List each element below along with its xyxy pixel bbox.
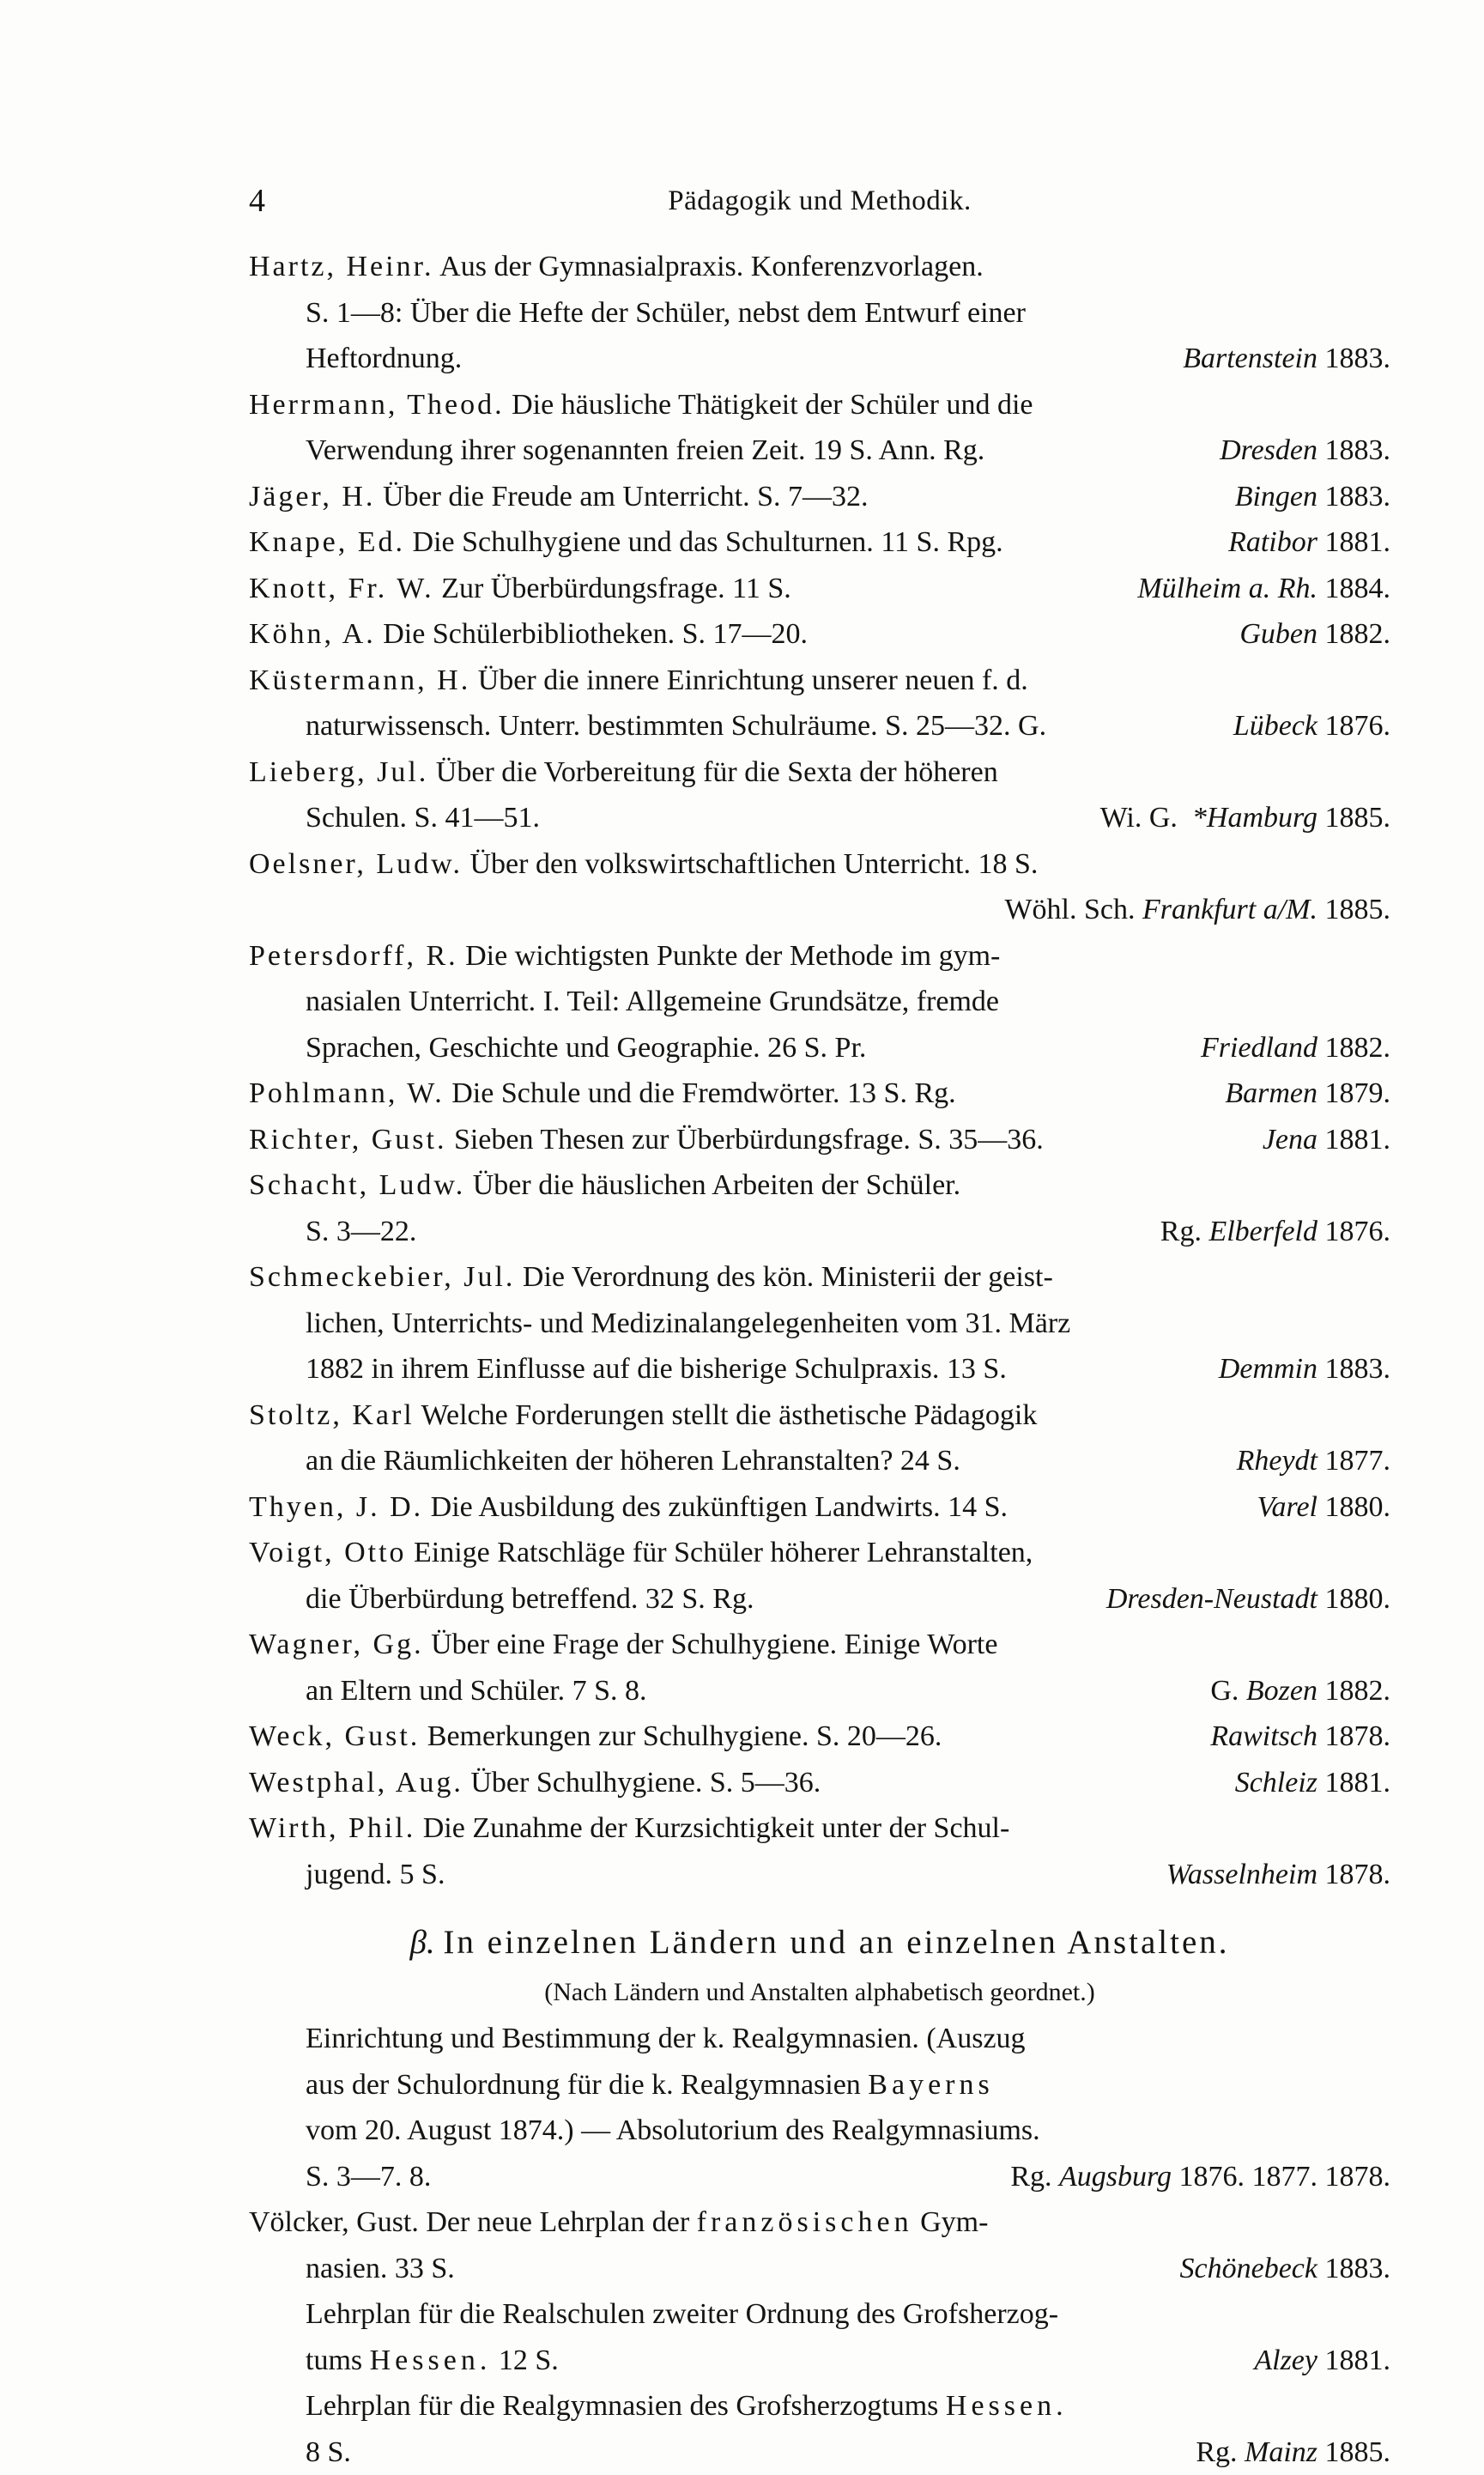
entry-year: 1882. bbox=[1325, 1032, 1391, 1064]
entry-year: 1879. bbox=[1325, 1077, 1391, 1109]
running-title: Pädagogik und Methodik. bbox=[249, 185, 1390, 217]
section-heading bbox=[249, 1916, 1390, 1969]
entry-place: Demmin bbox=[1219, 1353, 1317, 1385]
entry-text: Lehrplan für die Realgymnasien des Grofsherzogtums bbox=[306, 2390, 938, 2422]
entry-line bbox=[306, 1025, 1390, 1071]
entry-line bbox=[249, 1622, 1390, 1668]
entry-text: Sieben Thesen zur Überbürdungsfrage. S. 35—36. bbox=[454, 1124, 1044, 1156]
entry-line bbox=[249, 1117, 1390, 1163]
entry-place: Elberfeld bbox=[1208, 1216, 1317, 1247]
entry-line bbox=[306, 1576, 1390, 1623]
entry-line bbox=[249, 1392, 1390, 1439]
entry-author: Westphal, Aug. bbox=[249, 1767, 463, 1799]
entry-text: Über den volkswirtschaftlichen Unterricht. 18 S. bbox=[470, 848, 1039, 880]
entry-place: Ratibor bbox=[1228, 526, 1317, 558]
entry-author: Herrmann, Theod. bbox=[249, 389, 505, 421]
entry-author: Wagner, Gg. bbox=[249, 1629, 424, 1660]
entry-line bbox=[306, 290, 1390, 337]
entry-year: 1880. bbox=[1325, 1491, 1391, 1523]
entry-year: 1883. bbox=[1325, 2253, 1391, 2284]
entry-line bbox=[249, 1484, 1390, 1531]
entry-line bbox=[249, 519, 1390, 566]
entry-place: Varel bbox=[1257, 1491, 1317, 1523]
entry-text: jugend. 5 S. bbox=[306, 1859, 445, 1890]
entry-text: Rg. bbox=[1160, 1216, 1202, 1247]
entry-text: S. 3—22. bbox=[306, 1216, 416, 1247]
entry-text: Die Schulhygiene und das Schulturnen. 11 S. Rpg. bbox=[413, 526, 1003, 558]
entry-text: Einrichtung und Bestimmung der k. Realgymnasien. (Auszug bbox=[306, 2023, 1026, 2054]
entry-year: 1878. bbox=[1325, 1859, 1391, 1890]
entry-place: Wasselnheim bbox=[1166, 1859, 1317, 1890]
entry-author: Knott, Fr. W. bbox=[249, 573, 434, 604]
entry-text: Welche Forderungen stellt die ästhetische Pädagogik bbox=[421, 1399, 1038, 1431]
entry-line bbox=[249, 2199, 1390, 2246]
entry-year: 1885. bbox=[1325, 2436, 1391, 2468]
entry-line bbox=[306, 2154, 1390, 2200]
entry-text: G. bbox=[1210, 1675, 1239, 1707]
entry-author: Oelsner, Ludw. bbox=[249, 848, 463, 880]
entry-text: an die Räumlichkeiten der höheren Lehranstalten? 24 S. bbox=[306, 1445, 960, 1477]
entry-year: 1883. bbox=[1325, 343, 1391, 374]
entry-author: Jäger, H. bbox=[249, 481, 375, 513]
entry-line bbox=[249, 1162, 1390, 1209]
entry-line bbox=[306, 1346, 1390, 1392]
entry-text: 12 S. bbox=[499, 2345, 559, 2376]
entry-author: Hartz, Heinr. bbox=[249, 251, 434, 282]
entry-text: Wi. G. bbox=[1100, 802, 1178, 834]
entry-line bbox=[306, 2062, 1390, 2108]
entry-place: Mülheim a. Rh. bbox=[1137, 573, 1317, 604]
entry-year: 1885. bbox=[1325, 802, 1391, 834]
entry-line bbox=[249, 658, 1390, 704]
entry-author: Thyen, J. D. bbox=[249, 1491, 423, 1523]
entry-author: Küstermann, H. bbox=[249, 664, 470, 696]
entry-place: Lübeck bbox=[1233, 710, 1317, 742]
entry-text: S. 1—8: Über die Hefte der Schüler, nebst dem Entwurf einer bbox=[306, 297, 1026, 329]
entry-text: Der neue Lehrplan der bbox=[426, 2206, 689, 2238]
entry-line bbox=[249, 566, 1390, 612]
entry-text: Verwendung ihrer sogenannten freien Zeit. 19 S. Ann. Rg. bbox=[306, 434, 984, 466]
entry-text: Rg. bbox=[1196, 2436, 1237, 2468]
entry-text: Lehrplan für die Realschulen zweiter Ordnung des Grofsherzog- bbox=[306, 2298, 1058, 2330]
entry-text: Die wichtigsten Punkte der Methode im gym- bbox=[465, 940, 1000, 972]
entry-line bbox=[249, 841, 1390, 888]
entry-text: 8 S. bbox=[306, 2436, 351, 2468]
entry-line bbox=[306, 2108, 1390, 2154]
entry-line bbox=[249, 1530, 1390, 1576]
entry-text: Die Schülerbibliotheken. S. 17—20. bbox=[383, 618, 808, 650]
entry-line bbox=[249, 1760, 1390, 1806]
entry-line bbox=[306, 2246, 1390, 2292]
entry-year: 1881. bbox=[1325, 526, 1391, 558]
entry-text-spaced: französischen bbox=[697, 2206, 913, 2238]
entry-place: Mainz bbox=[1245, 2436, 1317, 2468]
entry-line bbox=[306, 2383, 1390, 2430]
entry-year: 1885. bbox=[1325, 894, 1391, 925]
entry-place: Rawitsch bbox=[1210, 1720, 1317, 1752]
entry-text: Die Verordnung des kön. Ministerii der geist- bbox=[523, 1261, 1053, 1293]
entry-text: Über die innere Einrichtung unserer neuen f. d. bbox=[478, 664, 1028, 696]
entry-line bbox=[249, 1714, 1390, 1760]
entry-line bbox=[249, 474, 1390, 520]
entry-place: Barmen bbox=[1225, 1077, 1317, 1109]
entry-author: Voigt, Otto bbox=[249, 1537, 407, 1568]
entry-line bbox=[306, 428, 1390, 474]
entry-place: Dresden bbox=[1220, 434, 1317, 466]
entry-year: 1883. bbox=[1325, 1353, 1391, 1385]
entry-author: Schmeckebier, Jul. bbox=[249, 1261, 515, 1293]
bibliography-list bbox=[249, 244, 1390, 2475]
entry-place: *Hamburg bbox=[1192, 802, 1317, 834]
entry-text: Rg. bbox=[1010, 2161, 1051, 2193]
entry-year: 1881. bbox=[1325, 1124, 1391, 1156]
entry-text: Sprachen, Geschichte und Geographie. 26 S. Pr. bbox=[306, 1032, 866, 1064]
section-title: In einzelnen Ländern und an einzelnen Anstalten. bbox=[443, 1924, 1229, 1961]
entry-year: 1877. bbox=[1325, 1445, 1391, 1477]
entry-text: lichen, Unterrichts- und Medizinalangelegenheiten vom 31. März bbox=[306, 1307, 1070, 1339]
entry-place: Bartenstein bbox=[1183, 343, 1317, 374]
entry-place: Guben bbox=[1239, 618, 1317, 650]
entry-text: Wöhl. Sch. bbox=[1004, 894, 1135, 925]
entry-line bbox=[306, 2430, 1390, 2475]
entry-text: Über die Vorbereitung für die Sexta der höheren bbox=[436, 756, 998, 788]
entry-year: 1876. bbox=[1325, 1216, 1391, 1247]
entry-text: Über eine Frage der Schulhygiene. Einige Worte bbox=[431, 1629, 997, 1660]
entry-author: Lieberg, Jul. bbox=[249, 756, 428, 788]
entry-author: Richter, Gust. bbox=[249, 1124, 446, 1156]
entry-text: Gym- bbox=[920, 2206, 988, 2238]
entry-text: tums bbox=[306, 2345, 362, 2376]
entry-line bbox=[249, 244, 1390, 290]
entry-place: Alzey bbox=[1254, 2345, 1317, 2376]
entry-year: 1884. bbox=[1325, 573, 1391, 604]
entry-text: aus der Schulordnung für die k. Realgymnasien bbox=[306, 2069, 861, 2101]
entry-line bbox=[306, 2338, 1390, 2384]
entry-author: Petersdorff, R. bbox=[249, 940, 458, 972]
entry-text: Über Schulhygiene. S. 5—36. bbox=[470, 1767, 821, 1799]
entry-line bbox=[306, 336, 1390, 382]
entry-place: Bingen bbox=[1235, 481, 1317, 513]
entry-author: Weck, Gust. bbox=[249, 1720, 420, 1752]
entry-year: 1882. bbox=[1325, 1675, 1391, 1707]
entry-text: Einige Ratschläge für Schüler höherer Lehranstalten, bbox=[414, 1537, 1033, 1568]
entry-place: Rheydt bbox=[1237, 1445, 1317, 1477]
entry-place: Jena bbox=[1263, 1124, 1317, 1156]
entry-text: Aus der Gymnasialpraxis. Konferenzvorlagen. bbox=[439, 251, 984, 282]
entry-line bbox=[249, 749, 1390, 796]
section-subtitle: (Nach Ländern und Anstalten alphabetisch geordnet.) bbox=[249, 1969, 1390, 2016]
entry-place: Friedland bbox=[1201, 1032, 1317, 1064]
entry-text: Über die häuslichen Arbeiten der Schüler. bbox=[473, 1169, 960, 1201]
entry-line bbox=[306, 1852, 1390, 1898]
entry-place: Schleiz bbox=[1235, 1767, 1317, 1799]
entry-line bbox=[306, 795, 1390, 841]
entry-line bbox=[306, 2016, 1390, 2062]
entry-text: Die Schule und die Fremdwörter. 13 S. Rg. bbox=[451, 1077, 955, 1109]
entry-text: 1882 in ihrem Einflusse auf die bisherige Schulpraxis. 13 S. bbox=[306, 1353, 1007, 1385]
entry-year: 1883. bbox=[1325, 481, 1391, 513]
entry-place: Bozen bbox=[1246, 1675, 1317, 1707]
entry-line bbox=[249, 933, 1390, 980]
entry-author: Stoltz, Karl bbox=[249, 1399, 415, 1431]
entry-line bbox=[306, 1438, 1390, 1484]
entry-author: Köhn, A. bbox=[249, 618, 376, 650]
entry-place: Schönebeck bbox=[1180, 2253, 1317, 2284]
entry-text: die Überbürdung betreffend. 32 S. Rg. bbox=[306, 1583, 754, 1615]
entry-line bbox=[249, 611, 1390, 658]
entry-line bbox=[306, 1668, 1390, 1714]
entry-text: Heftordnung. bbox=[306, 343, 462, 374]
entry-text: an Eltern und Schüler. 7 S. 8. bbox=[306, 1675, 647, 1707]
entry-text: Die häusliche Thätigkeit der Schüler und die bbox=[512, 389, 1033, 421]
entry-year: 1876. 1877. 1878. bbox=[1179, 2161, 1391, 2193]
entry-text-spaced: Hessen. bbox=[370, 2345, 492, 2376]
entry-year: 1881. bbox=[1325, 2345, 1391, 2376]
entry-line bbox=[306, 703, 1390, 749]
entry-author: Wirth, Phil. bbox=[249, 1812, 415, 1844]
entry-line bbox=[306, 2291, 1390, 2338]
entry-text: nasialen Unterricht. I. Teil: Allgemeine Grundsätze, fremde bbox=[306, 986, 999, 1017]
entry-text: vom 20. August 1874.) — Absolutorium des Realgymnasiums. bbox=[306, 2114, 1040, 2146]
entry-year: 1876. bbox=[1325, 710, 1391, 742]
entry-text-spaced: Bayerns bbox=[868, 2069, 993, 2101]
entry-author: Pohlmann, W. bbox=[249, 1077, 445, 1109]
entry-line bbox=[249, 1805, 1390, 1852]
entry-text: Schulen. S. 41—51. bbox=[306, 802, 540, 834]
entry-text: nasien. 33 S. bbox=[306, 2253, 455, 2284]
entry-line bbox=[306, 887, 1390, 933]
entry-year: 1883. bbox=[1325, 434, 1391, 466]
entry-author: Knape, Ed. bbox=[249, 526, 405, 558]
entry-year: 1878. bbox=[1325, 1720, 1391, 1752]
entry-text: Die Zunahme der Kurzsichtigkeit unter der Schul- bbox=[423, 1812, 1010, 1844]
entry-line bbox=[306, 1301, 1390, 1347]
entry-year: 1882. bbox=[1325, 618, 1391, 650]
entry-text: Bemerkungen zur Schulhygiene. S. 20—26. bbox=[427, 1720, 942, 1752]
entry-text: Zur Überbürdungsfrage. 11 S. bbox=[441, 573, 791, 604]
page-header bbox=[249, 182, 1390, 223]
entry-text: Über die Freude am Unterricht. S. 7—32. bbox=[383, 481, 869, 513]
entry-place: Dresden-Neustadt bbox=[1106, 1583, 1317, 1615]
entry-place: Frankfurt a/M. bbox=[1142, 894, 1317, 925]
entry-line bbox=[306, 1209, 1390, 1255]
entry-line bbox=[249, 1071, 1390, 1117]
entry-author: Völcker, Gust. bbox=[249, 2206, 419, 2238]
entry-author: Schacht, Ludw. bbox=[249, 1169, 465, 1201]
entry-year: 1881. bbox=[1325, 1767, 1391, 1799]
entry-text: Die Ausbildung des zukünftigen Landwirts. 14 S. bbox=[431, 1491, 1008, 1523]
section-marker: β. bbox=[409, 1924, 434, 1961]
entry-text-spaced: Hessen. bbox=[946, 2390, 1068, 2422]
entry-year: 1880. bbox=[1325, 1583, 1391, 1615]
entry-line bbox=[306, 979, 1390, 1025]
entry-place: Augsburg bbox=[1059, 2161, 1172, 2193]
entry-line bbox=[249, 1254, 1390, 1301]
entry-text: naturwissensch. Unterr. bestimmten Schulräume. S. 25—32. G. bbox=[306, 710, 1046, 742]
page-number: 4 bbox=[249, 182, 265, 220]
entry-line bbox=[249, 382, 1390, 428]
entry-text: S. 3—7. 8. bbox=[306, 2161, 431, 2193]
